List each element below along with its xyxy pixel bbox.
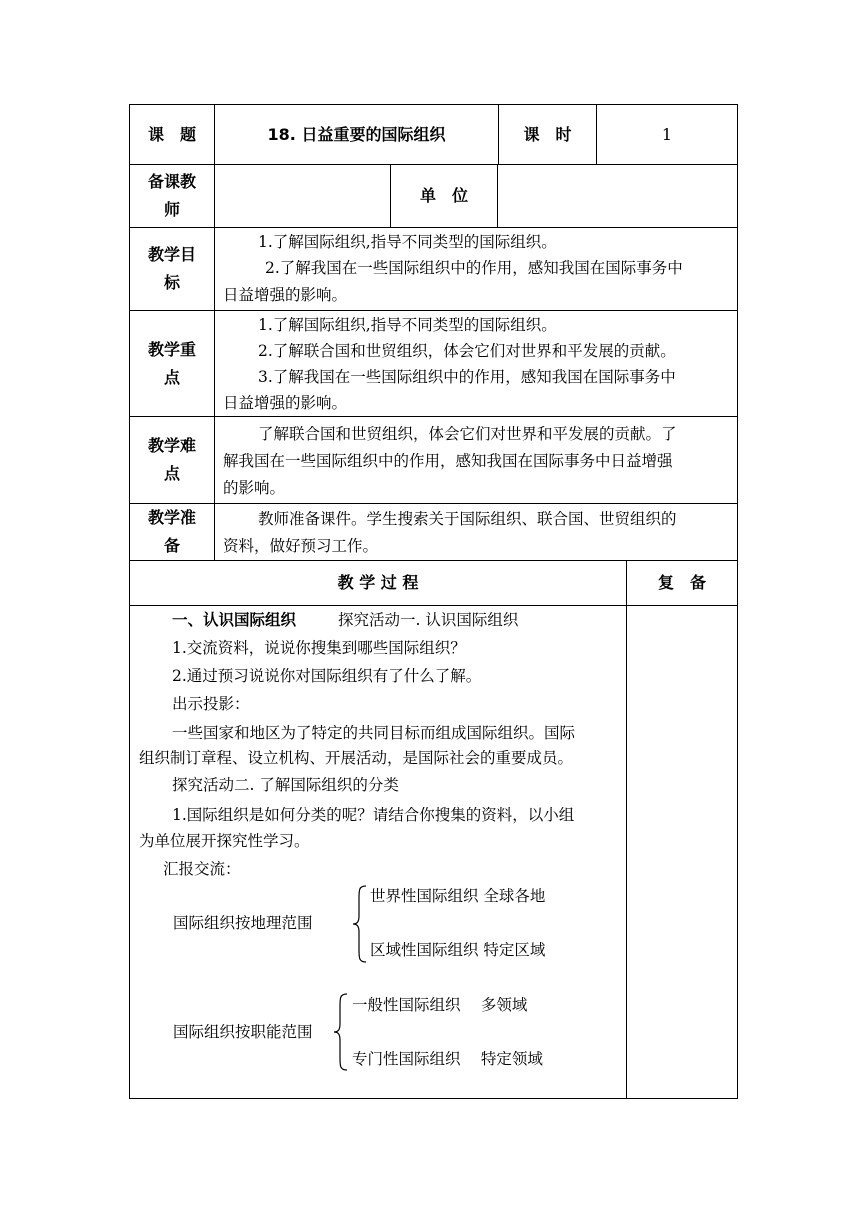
review-header: 复 备 [657, 573, 706, 592]
classify-func-item-1: 一般性国际组织 多领域 [352, 996, 528, 1014]
process-header: 教 学 过 程 [337, 573, 419, 592]
process-line-8: 为单位展开探究性学习。 [139, 832, 310, 850]
brace-icon [333, 992, 349, 1072]
process-line-3: 出示投影： [172, 695, 250, 713]
preparation-line-1: 教师准备课件。学生搜索关于国际组织、联合国、世贸组织的 [258, 510, 677, 528]
period-label: 课 时 [523, 124, 572, 144]
unit-label: 单 位 [419, 186, 468, 205]
key-point-line-3: 3.了解我国在一些国际组织中的作用，感知我国在国际事务中 [258, 368, 676, 386]
key-point-line-2: 2.了解联合国和世贸组织，体会它们对世界和平发展的贡献。 [258, 342, 676, 360]
classify-func-item-2: 专门性国际组织 特定领域 [352, 1050, 543, 1068]
brace-icon [352, 884, 368, 964]
difficulties-label: 教学难点 [147, 436, 196, 483]
table-border [626, 560, 627, 1098]
process-line-9: 汇报交流： [163, 860, 241, 878]
teacher-label: 备课教师 [147, 172, 196, 219]
preparation-line-2: 资料，做好预习工作。 [223, 537, 379, 555]
table-border [129, 416, 738, 417]
classify-geo-item-1: 世界性国际组织 全球各地 [370, 887, 546, 905]
goals-line-1: 1.了解国际组织,指导不同类型的国际组织。 [258, 233, 557, 251]
process-line-7: 1.国际组织是如何分类的呢？请结合你搜集的资料，以小组 [172, 806, 575, 824]
goals-line-2: 2.了解我国在一些国际组织中的作用，感知我国在国际事务中 [265, 259, 683, 277]
preparation-label: 教学准备 [147, 508, 196, 555]
difficulty-line-3: 的影响。 [223, 479, 286, 497]
classify-func-label: 国际组织按职能范围 [173, 1023, 313, 1041]
unit-value [498, 165, 737, 227]
period-value: 1 [661, 124, 673, 144]
process-line-1: 1.交流资料，说说你搜集到哪些国际组织？ [172, 639, 466, 657]
key-points-label: 教学重点 [147, 339, 196, 387]
key-point-line-4: 日益增强的影响。 [223, 394, 348, 412]
goals-label: 教学目标 [147, 245, 196, 292]
process-line-2: 2.通过预习说说你对国际组织有了什么了解。 [172, 667, 482, 685]
process-line-5: 组织制订章程、设立机构、开展活动，是国际社会的重要成员。 [139, 749, 574, 767]
goals-line-3: 日益增强的影响。 [223, 286, 348, 304]
table-border [129, 1098, 738, 1099]
section-subtitle: 探究活动一. 认识国际组织 [338, 611, 519, 629]
table-border [129, 503, 738, 504]
key-point-line-1: 1.了解国际组织,指导不同类型的国际组织。 [258, 316, 557, 334]
table-border [737, 104, 738, 1099]
topic-value: 18. 日益重要的国际组织 [267, 124, 446, 144]
teacher-value [215, 165, 390, 227]
process-line-4: 一些国家和地区为了特定的共同目标而组成国际组织。国际 [172, 724, 576, 742]
section-title: 一、认识国际组织 [172, 611, 297, 629]
difficulty-line-2: 解我国在一些国际组织中的作用，感知我国在国际事务中日益增强 [223, 452, 673, 470]
topic-label: 课 题 [147, 124, 196, 144]
classify-geo-label: 国际组织按地理范围 [173, 914, 313, 932]
difficulty-line-1: 了解联合国和世贸组织，体会它们对世界和平发展的贡献。了 [258, 425, 677, 443]
process-line-6: 探究活动二. 了解国际组织的分类 [172, 776, 399, 794]
classify-geo-item-2: 区域性国际组织 特定区域 [370, 941, 546, 959]
